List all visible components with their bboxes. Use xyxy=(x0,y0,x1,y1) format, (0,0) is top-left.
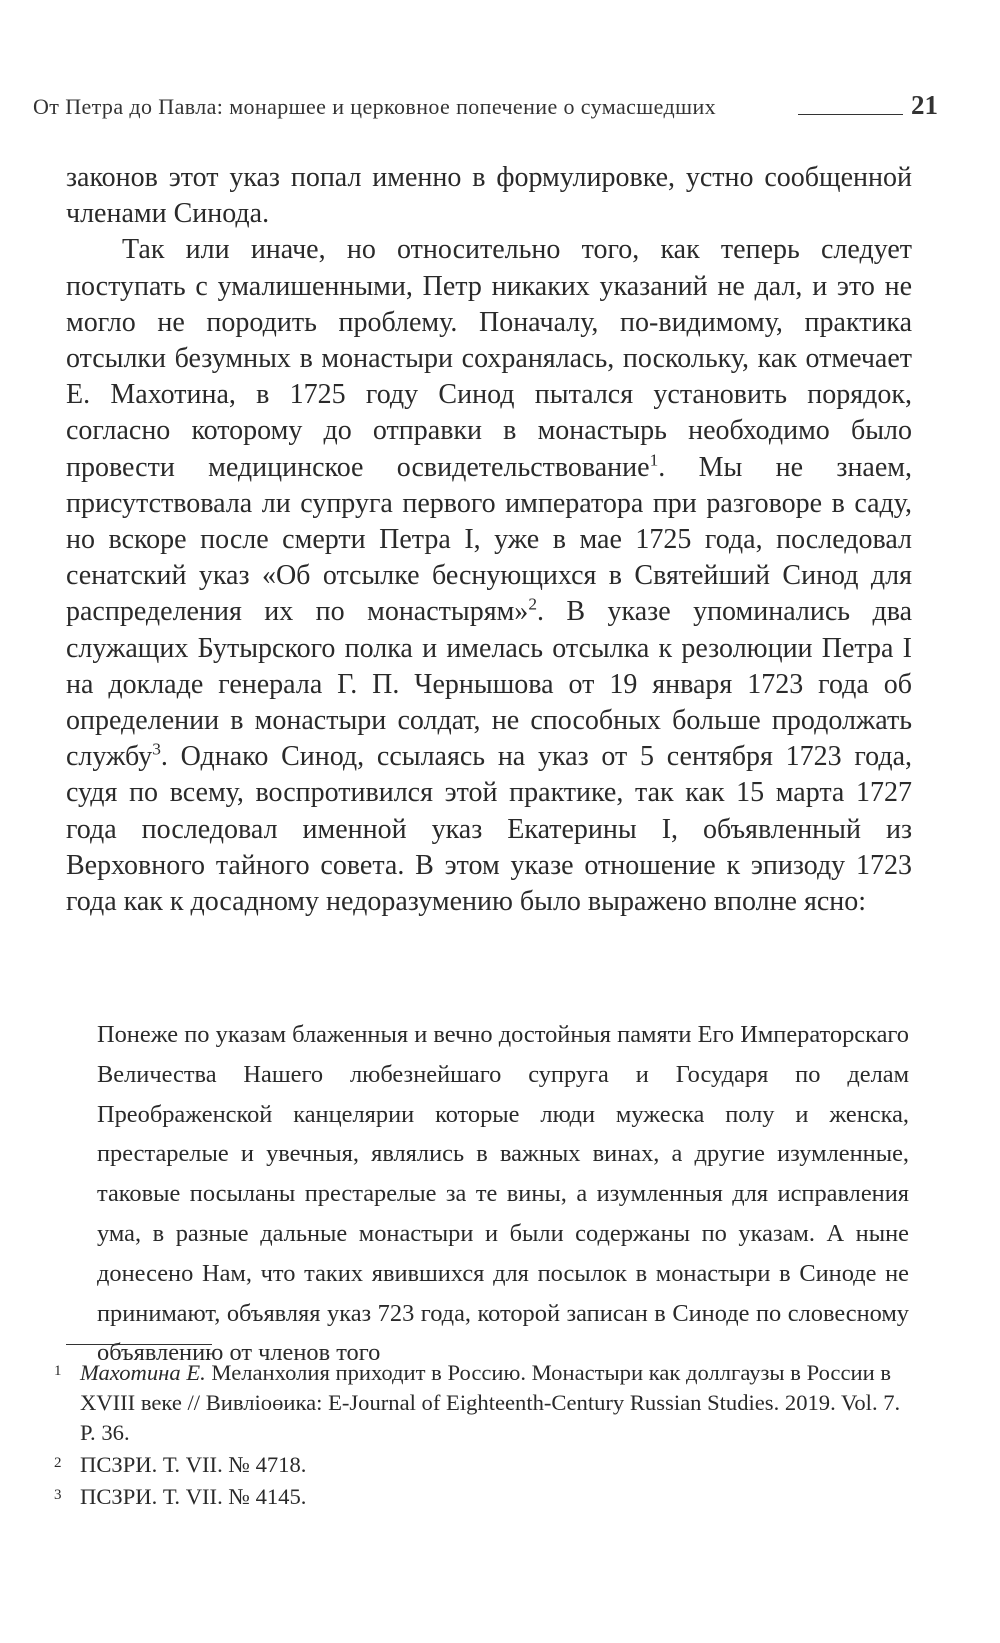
page-number: 21 xyxy=(911,90,938,120)
main-text xyxy=(66,160,912,920)
running-head-rule xyxy=(798,114,903,115)
quote-text: Понеже по указам блаженныя и вечно достойныя памяти Его Императорскаго Величества Нашего любезнейшаго супруга и Государя по делам Преображенской канцелярии которые люди мужеска полу и женска, престарелые и увечныя, являлись в важных винах, а другие изумленные, таковые посыланы престарелые за те вины, а изумленныя для исправления ума, в разные дальные монастыри и были содержаны по указам. А ныне донесено Нам, что таких явившихся для посылок в монастыри в Синоде не принимают, объявляя указ 723 года, которой записан в Синоде по словесному объявлению от членов того xyxy=(97,1021,909,1367)
footnote-number: 3 xyxy=(54,1487,62,1503)
paragraph xyxy=(66,232,912,920)
footnote-text: ПСЗРИ. Т. VII. № 4145. xyxy=(80,1484,307,1509)
footnote-ref: 2 xyxy=(528,595,537,615)
paragraph-continued: законов этот указ попал именно в формулировке, устно сообщенной членами Синода. xyxy=(66,162,912,230)
footnote-text: ПСЗРИ. Т. VII. № 4718. xyxy=(80,1452,307,1477)
footnotes xyxy=(54,1358,914,1514)
footnote-author: Махотина Е. xyxy=(80,1360,206,1385)
footnote-text: Меланхолия приходит в Россию. Монастыри как доллгаузы в России в XVIII веке // Вивлioөика: E-Journal of Eighteenth-Century Russian Studies. 2019. Vol. 7. P. 36. xyxy=(80,1360,901,1445)
paragraph-text: . В указе упоминались два служащих Бутырского полка и имелась отсылка к резолюции Петра I на докладе генерала Г. П. Чернышова от 19 января 1723 года об определении в монастыри солдат, не способных больше продолжать службу xyxy=(66,596,913,773)
footnote-ref: 3 xyxy=(152,739,161,759)
footnote-ref: 1 xyxy=(649,450,659,470)
paragraph-text: . Однако Синод, ссылаясь на указ от 5 сентября 1723 года, судя по всему, воспротивился этой практике, так как 15 марта 1727 года последовал именной указ Екатерины I, объявленный из Верховного тайного совета. В этом указе отношение к эпизоду 1723 года как к досадному недоразумению было выражено вполне ясно: xyxy=(66,741,912,918)
footnote-rule xyxy=(66,1344,212,1345)
footnote xyxy=(54,1358,914,1448)
paragraph-text: Так или иначе, но относительно того, как теперь следует поступать с умалишенными, Петр никаких указаний не дал, и это не могло не породить проблему. Поначалу, по-видимому, практика отсылки безумных в монастыри сохранялась, поскольку, как отмечает Е. Махотина, в 1725 году Синод пытался установить порядок, согласно которому до отправки в монастырь необходимо было провести медицинское освидетельствование xyxy=(66,234,912,483)
footnote xyxy=(54,1450,914,1480)
footnote-number: 1 xyxy=(54,1363,62,1379)
footnote xyxy=(54,1482,914,1512)
footnote-number: 2 xyxy=(54,1455,62,1471)
running-head-title: От Петра до Павла: монаршее и церковное попечение о сумасшедших xyxy=(33,94,717,119)
paragraph-text: . Мы не знаем, присутствовала ли супруга первого императора при разговоре в саду, но вскоре после смерти Петра I, уже в мае 1725 года, последовал сенатский указ «Об отсылке беснующихся в Святейший Синод для распределения их по монастырям» xyxy=(66,451,912,628)
block-quote xyxy=(97,1015,909,1373)
running-head xyxy=(33,88,943,122)
